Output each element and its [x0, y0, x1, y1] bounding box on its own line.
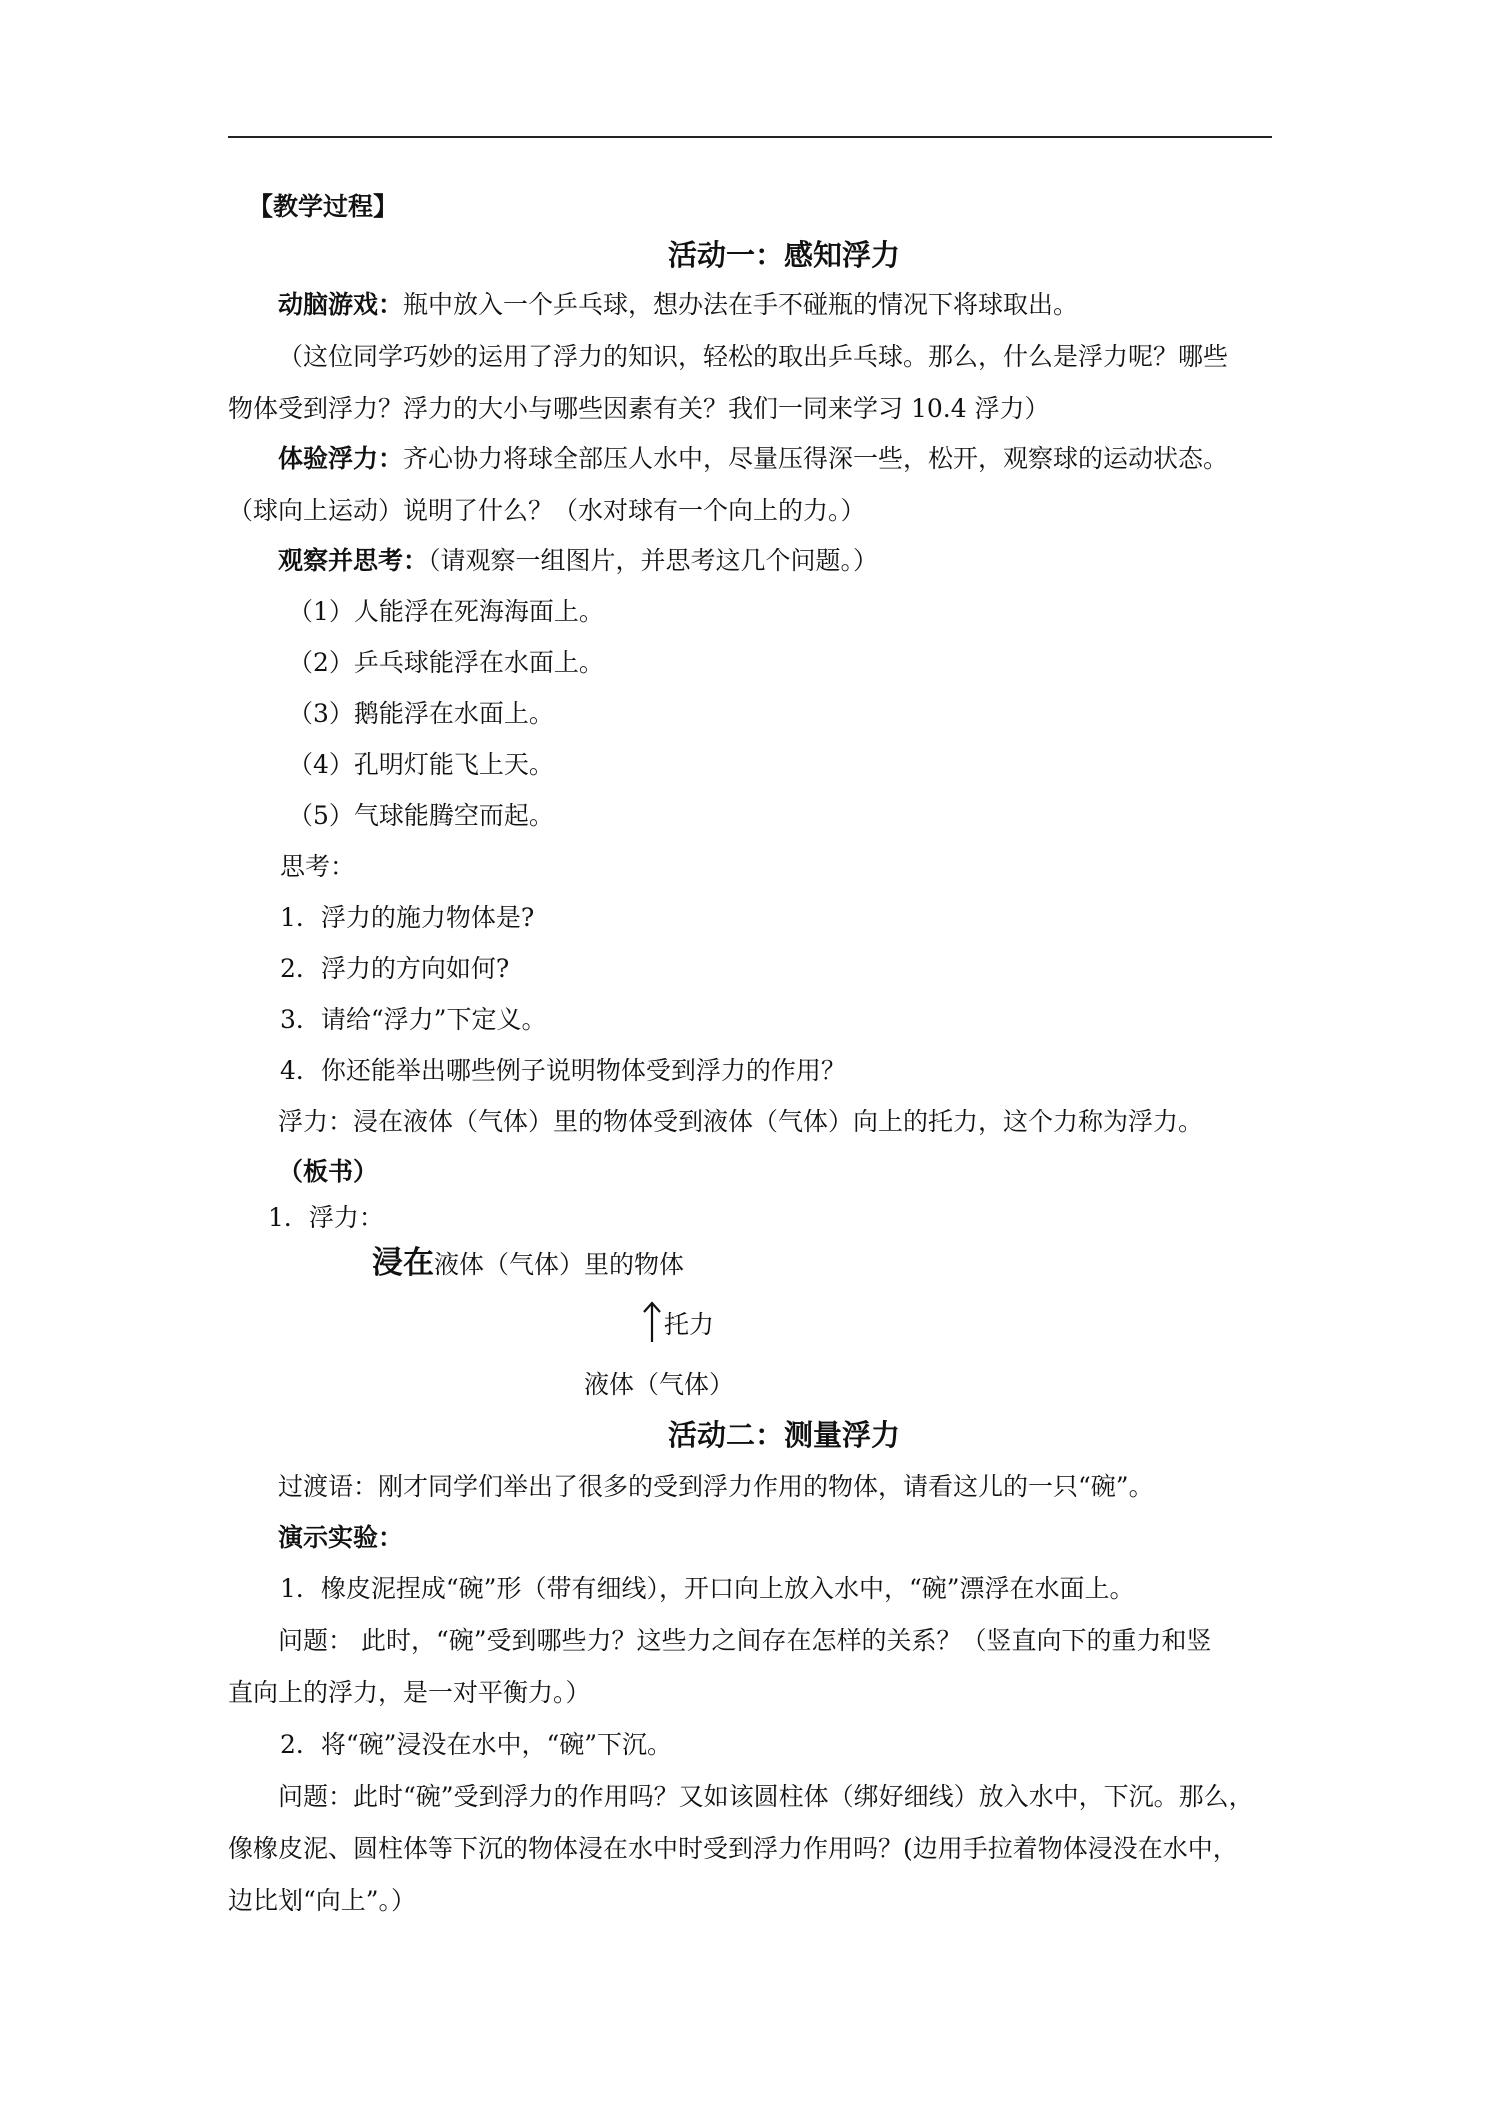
demo-label: 演示实验：	[278, 1523, 404, 1552]
board-item: 1．浮力：	[268, 1203, 384, 1232]
question2-line1: 问题：此时“碗”受到浮力的作用吗？又如该圆柱体（绑好细线）放入水中，下沉。那么，	[278, 1782, 1254, 1811]
step-1: 1．橡皮泥捏成“碗”形（带有细线），开口向上放入水中，“碗”漂浮在水面上。	[280, 1574, 1135, 1603]
game-paragraph	[278, 288, 1078, 322]
board-bottom: 液体（气体）	[584, 1370, 735, 1399]
observe-text: （请观察一组图片，并思考这几个问题。）	[428, 546, 879, 575]
example-item: （2）乒乓球能浮在水面上。	[288, 648, 604, 677]
activity2-title: 活动二：测量浮力	[667, 1418, 900, 1452]
question1-line1: 问题： 此时，“碗”受到哪些力？这些力之间存在怎样的关系？（竖直向下的重力和竖	[278, 1626, 1212, 1655]
example-item: （1）人能浮在死海海面上。	[288, 597, 604, 626]
experience-text: 齐心协力将球全部压人水中，尽量压得深一些，松开，观察球的运动状态。	[403, 444, 1229, 473]
para1-line1: （这位同学巧妙的运用了浮力的知识，轻松的取出乒乓球。那么，什么是浮力呢？哪些	[278, 342, 1229, 371]
question-item: 1．浮力的施力物体是?	[280, 903, 535, 932]
think-label: 思考：	[280, 852, 356, 881]
experience-paragraph	[278, 442, 1228, 476]
game-text: 瓶中放入一个乒乓球，想办法在手不碰瓶的情况下将球取出。	[403, 290, 1079, 319]
experience-label: 体验浮力：	[278, 444, 404, 473]
transition-text: 过渡语：刚才同学们举出了很多的受到浮力作用的物体，请看这儿的一只“碗”。	[278, 1472, 1154, 1501]
step-2: 2．将“碗”浸没在水中，“碗”下沉。	[280, 1730, 673, 1759]
board-emphasis: 浸在	[372, 1245, 434, 1281]
observe-label: 观察并思考：	[278, 546, 429, 575]
para1-line2: 物体受到浮力？浮力的大小与哪些因素有关？我们一同来学习 10.4 浮力）	[228, 394, 1050, 423]
example-item: （3）鹅能浮在水面上。	[288, 699, 554, 728]
header-rule	[228, 136, 1272, 138]
experience-line2: （球向上运动）说明了什么？（水对球有一个向上的力。）	[228, 496, 866, 525]
question-item: 3．请给“浮力”下定义。	[280, 1005, 547, 1034]
question2-line3: 边比划“向上”。）	[228, 1886, 417, 1915]
board-arrow-label: 托力	[664, 1310, 715, 1339]
example-item: （5）气球能腾空而起。	[288, 801, 554, 830]
board-statement-rest: 液体（气体）里的物体	[434, 1250, 685, 1279]
example-item: （4）孔明灯能飞上天。	[288, 750, 554, 779]
game-label: 动脑游戏：	[278, 290, 404, 319]
question-item: 4．你还能举出哪些例子说明物体受到浮力的作用？	[280, 1056, 846, 1085]
section-heading: 【教学过程】	[248, 192, 399, 221]
up-arrow-icon	[640, 1300, 664, 1344]
definition-text: 浮力：浸在液体（气体）里的物体受到液体（气体）向上的托力，这个力称为浮力。	[278, 1107, 1204, 1136]
board-statement	[372, 1246, 684, 1282]
observe-paragraph	[278, 544, 878, 578]
question-item: 2．浮力的方向如何?	[280, 954, 510, 983]
question1-line2: 直向上的浮力，是一对平衡力。）	[228, 1678, 591, 1707]
activity1-title: 活动一：感知浮力	[667, 238, 900, 272]
question2-line2: 像橡皮泥、圆柱体等下沉的物体浸在水中时受到浮力作用吗？(边用手拉着物体浸没在水中，	[228, 1834, 1238, 1863]
board-label: （板书）	[278, 1157, 379, 1186]
